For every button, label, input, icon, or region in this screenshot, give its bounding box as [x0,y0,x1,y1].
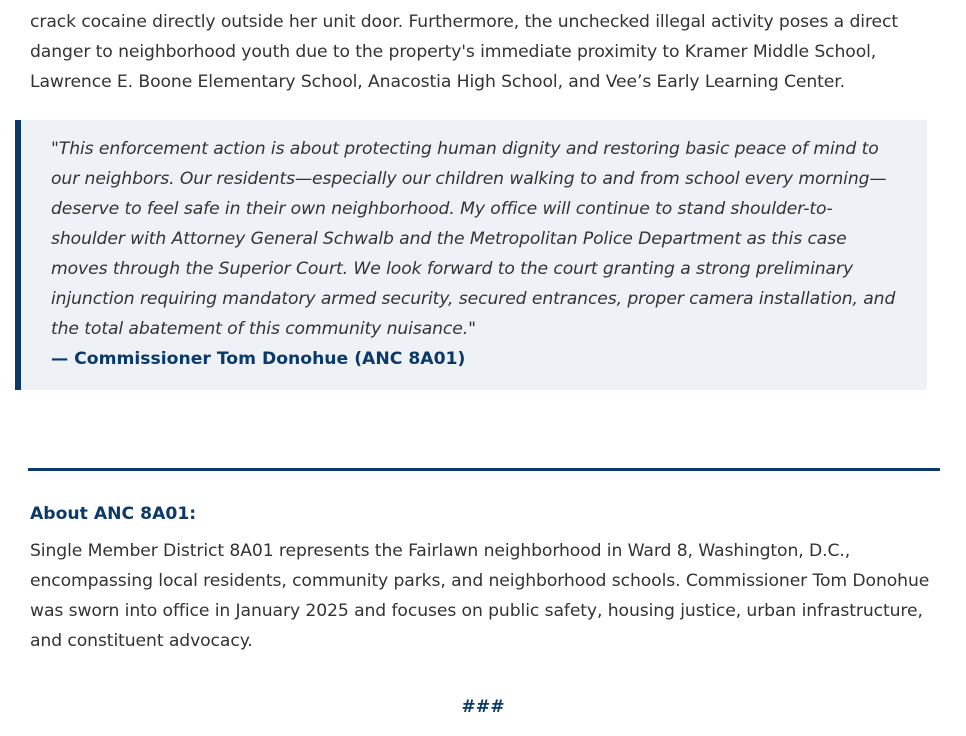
end-mark: ### [461,697,505,717]
about-heading: About ANC 8A01: [30,504,197,524]
section-divider [28,468,940,471]
article-body [30,0,940,97]
quote-attribution: — Commissioner Tom Donohue (ANC 8A01) [51,349,466,369]
intro-paragraph: crack cocaine directly outside her unit door. Furthermore, the unchecked illegal activity poses a direct danger to neighborhood youth due to the property's immediate proximity to Kramer Middle School, Lawrence E. Boone Elementary School, Anacostia High School, and Vee’s Early Learning Center. [30,12,898,92]
quote-text: "This enforcement action is about protecting human dignity and restoring basic peace of mind to our neighbors. Our residents—especially our children walking to and from school every morning—deserve to feel safe in their own neighborhood. My office will continue to stand shoulder-to-shoulder with Attorney General Schwalb and the Metropolitan Police Department as this case moves through the Superior Court. We look forward to the court granting a strong preliminary injunction requiring mandatory armed security, secured entrances, proper camera installation, and the total abatement of this community nuisance." [51,139,896,339]
pull-quote [15,120,927,390]
about-paragraph: Single Member District 8A01 represents the Fairlawn neighborhood in Ward 8, Washington, D.C., encompassing local residents, community parks, and neighborhood schools. Commissioner Tom Donohue was sworn into office in January 2025 and focuses on public safety, housing justice, urban infrastructure, and constituent advocacy. [30,541,930,651]
